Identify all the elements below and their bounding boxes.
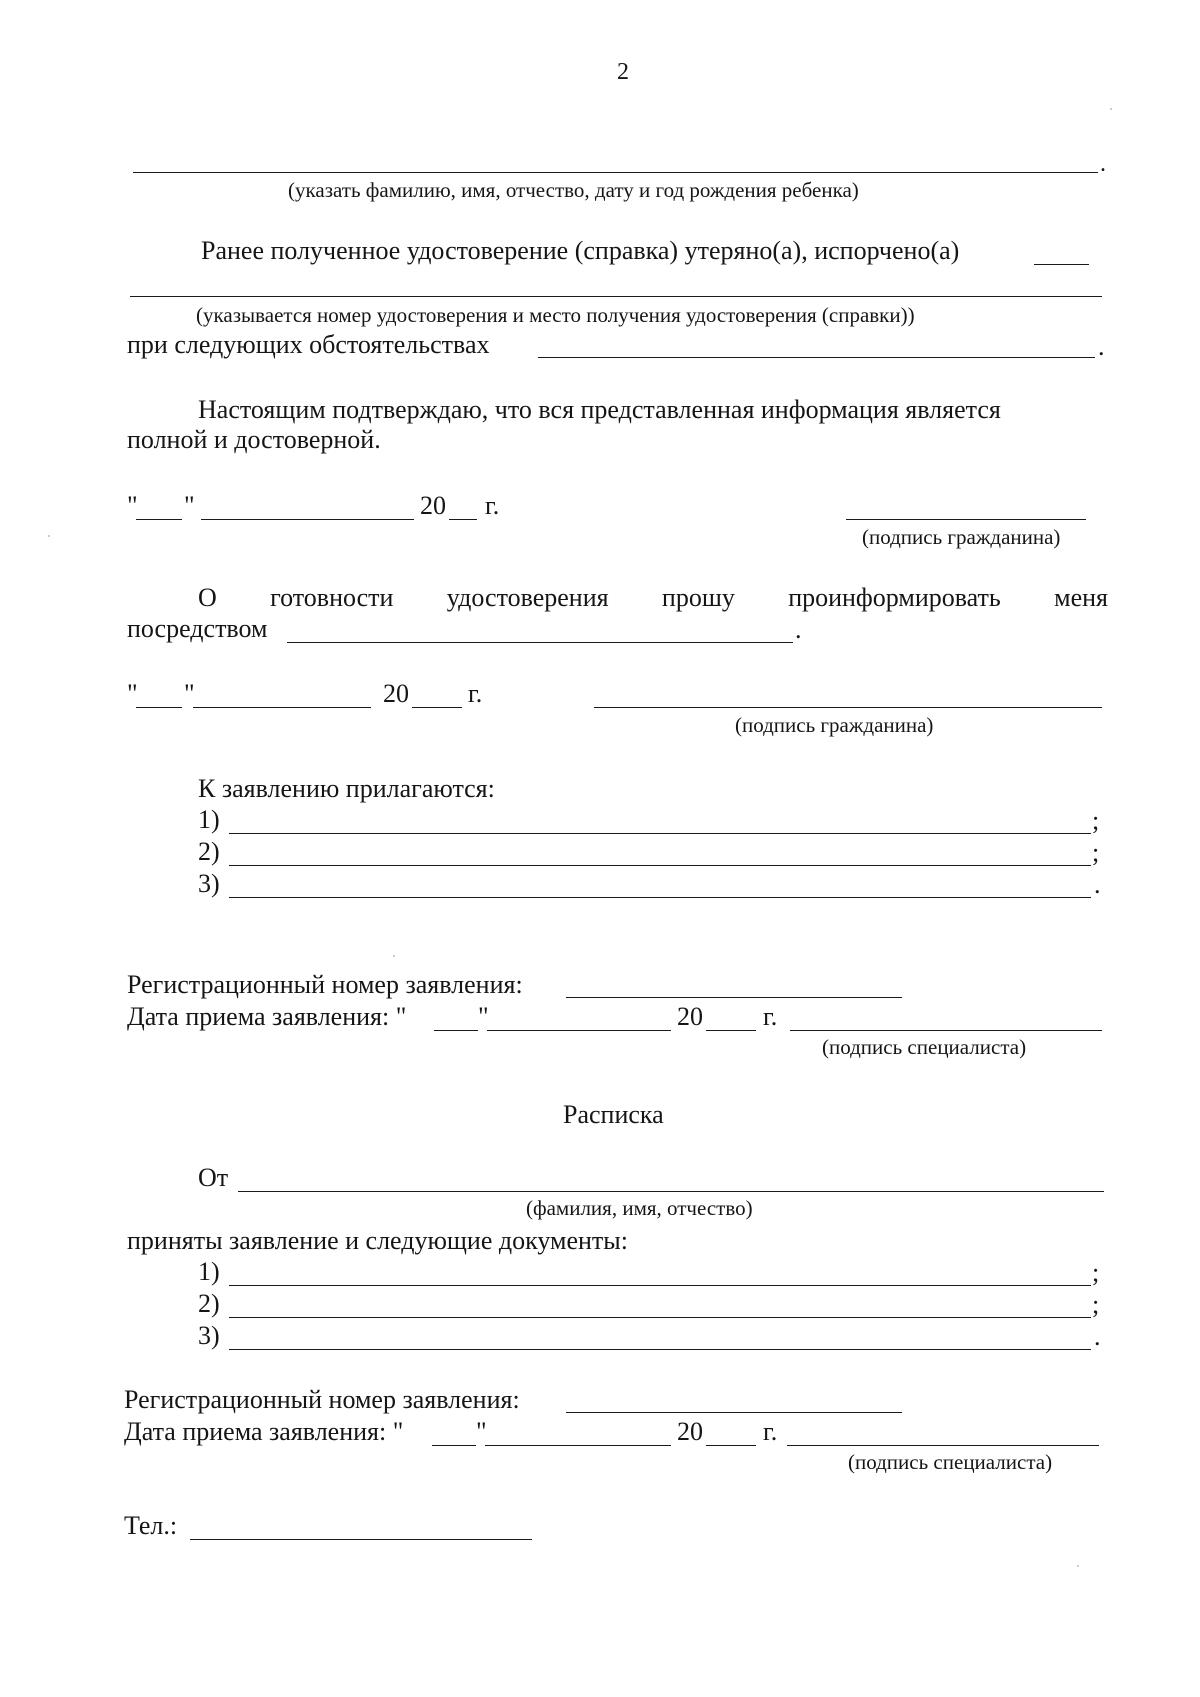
registration-number-label: Регистрационный номер заявления:: [124, 1385, 520, 1414]
specialist-signature-caption: (подпись специалиста): [822, 1035, 1027, 1059]
inform-word: готовности: [270, 583, 394, 612]
attachment-field[interactable]: [229, 897, 1091, 898]
year-field[interactable]: [449, 519, 477, 520]
receipt-document-number: 1): [198, 1257, 220, 1286]
year-suffix: г.: [468, 679, 483, 708]
scan-speck: [1110, 108, 1112, 110]
child-info-field[interactable]: [133, 172, 1098, 173]
inform-word: прошу: [661, 583, 735, 612]
year-prefix: 20: [677, 1417, 703, 1446]
year-field[interactable]: [706, 1445, 756, 1446]
attachment-end: ;: [1092, 806, 1100, 835]
attachment-number: 2): [198, 837, 220, 866]
day-quote-open: ": [127, 491, 138, 520]
inform-method-field[interactable]: [287, 642, 793, 643]
month-field[interactable]: [487, 1030, 671, 1031]
registration-number-label: Регистрационный номер заявления:: [127, 970, 523, 999]
receipt-from-field[interactable]: [238, 1191, 1104, 1192]
year-field[interactable]: [412, 707, 462, 708]
child-info-caption: (указать фамилию, имя, отчество, дату и год рождения ребенка): [288, 178, 859, 202]
attachment-field[interactable]: [229, 833, 1091, 834]
inform-word: меня: [1054, 583, 1108, 612]
month-field[interactable]: [193, 707, 371, 708]
receipt-document-field[interactable]: [229, 1349, 1091, 1350]
receipt-document-number: 2): [198, 1289, 220, 1318]
page-number: 2: [617, 59, 629, 85]
registration-number-field[interactable]: [566, 1412, 902, 1413]
inform-method-label: посредством: [127, 614, 268, 643]
year-suffix: г.: [485, 491, 500, 520]
receipt-document-end: .: [1094, 1322, 1101, 1351]
inform-word: проинформировать: [788, 583, 1001, 612]
year-prefix: 20: [383, 679, 409, 708]
day-field[interactable]: [434, 1030, 478, 1031]
day-field[interactable]: [136, 707, 182, 708]
confirmation-line-1: Настоящим подтверждаю, что вся представленная информация является: [198, 395, 1001, 424]
confirmation-line-2: полной и достоверной.: [127, 425, 381, 454]
signature-field[interactable]: [846, 519, 1086, 520]
day-field[interactable]: [432, 1445, 476, 1446]
acceptance-date-label: Дата приема заявления: ": [124, 1417, 404, 1446]
attachment-end: .: [1094, 870, 1101, 899]
certificate-number-caption: (указывается номер удостоверения и место получения удостоверения (справки)): [196, 303, 915, 327]
attachments-title: К заявлению прилагаются:: [198, 774, 495, 803]
phone-field[interactable]: [190, 1539, 532, 1540]
year-prefix: 20: [420, 491, 446, 520]
inform-method-end: .: [795, 615, 802, 644]
lost-certificate-field[interactable]: [1034, 264, 1089, 265]
attachment-end: ;: [1092, 838, 1100, 867]
certificate-number-field[interactable]: [130, 296, 1102, 297]
receipt-accepted-text: приняты заявление и следующие документы:: [127, 1226, 628, 1255]
day-quote-open: ": [127, 679, 138, 708]
registration-number-field[interactable]: [566, 997, 902, 998]
month-field[interactable]: [485, 1445, 671, 1446]
acceptance-date-label: Дата приема заявления: ": [127, 1002, 407, 1031]
citizen-signature-caption: (подпись гражданина): [862, 525, 1061, 549]
year-suffix: г.: [763, 1417, 778, 1446]
scan-speck: [393, 955, 395, 957]
phone-label: Тел.:: [124, 1511, 178, 1540]
receipt-document-end: ;: [1092, 1258, 1100, 1287]
receipt-title: Расписка: [563, 1100, 664, 1129]
lost-certificate-text: Ранее полученное удостоверение (справка) утеряно(а), испорчено(а): [201, 236, 960, 265]
year-suffix: г.: [763, 1002, 778, 1031]
year-prefix: 20: [677, 1002, 703, 1031]
year-field[interactable]: [706, 1030, 756, 1031]
receipt-from-caption: (фамилия, имя, отчество): [526, 1196, 753, 1220]
day-quote-close: ": [184, 491, 195, 520]
day-field[interactable]: [136, 519, 182, 520]
specialist-signature-field[interactable]: [787, 1445, 1099, 1446]
inform-word: О: [198, 583, 217, 612]
scan-speck: [1077, 1565, 1079, 1567]
circumstances-end: .: [1098, 332, 1105, 361]
receipt-from-label: От: [198, 1163, 229, 1192]
child-info-field-end: .: [1100, 151, 1106, 177]
receipt-document-end: ;: [1092, 1290, 1100, 1319]
month-field[interactable]: [201, 519, 414, 520]
receipt-document-number: 3): [198, 1321, 220, 1350]
attachment-number: 3): [198, 869, 220, 898]
citizen-signature-caption: (подпись гражданина): [735, 713, 934, 737]
receipt-document-field[interactable]: [229, 1285, 1091, 1286]
receipt-document-field[interactable]: [229, 1317, 1091, 1318]
inform-word: удостоверения: [446, 583, 609, 612]
specialist-signature-caption: (подпись специалиста): [848, 1450, 1053, 1474]
day-quote-close: ": [478, 1002, 489, 1031]
circumstances-field[interactable]: [538, 357, 1095, 358]
specialist-signature-field[interactable]: [790, 1030, 1102, 1031]
day-quote-close: ": [476, 1417, 487, 1446]
circumstances-label: при следующих обстоятельствах: [127, 330, 490, 359]
inform-line-1: [198, 585, 1108, 611]
attachment-number: 1): [198, 805, 220, 834]
day-quote-close: ": [184, 679, 195, 708]
attachment-field[interactable]: [229, 865, 1091, 866]
signature-field[interactable]: [594, 707, 1102, 708]
scan-speck: [48, 535, 50, 537]
